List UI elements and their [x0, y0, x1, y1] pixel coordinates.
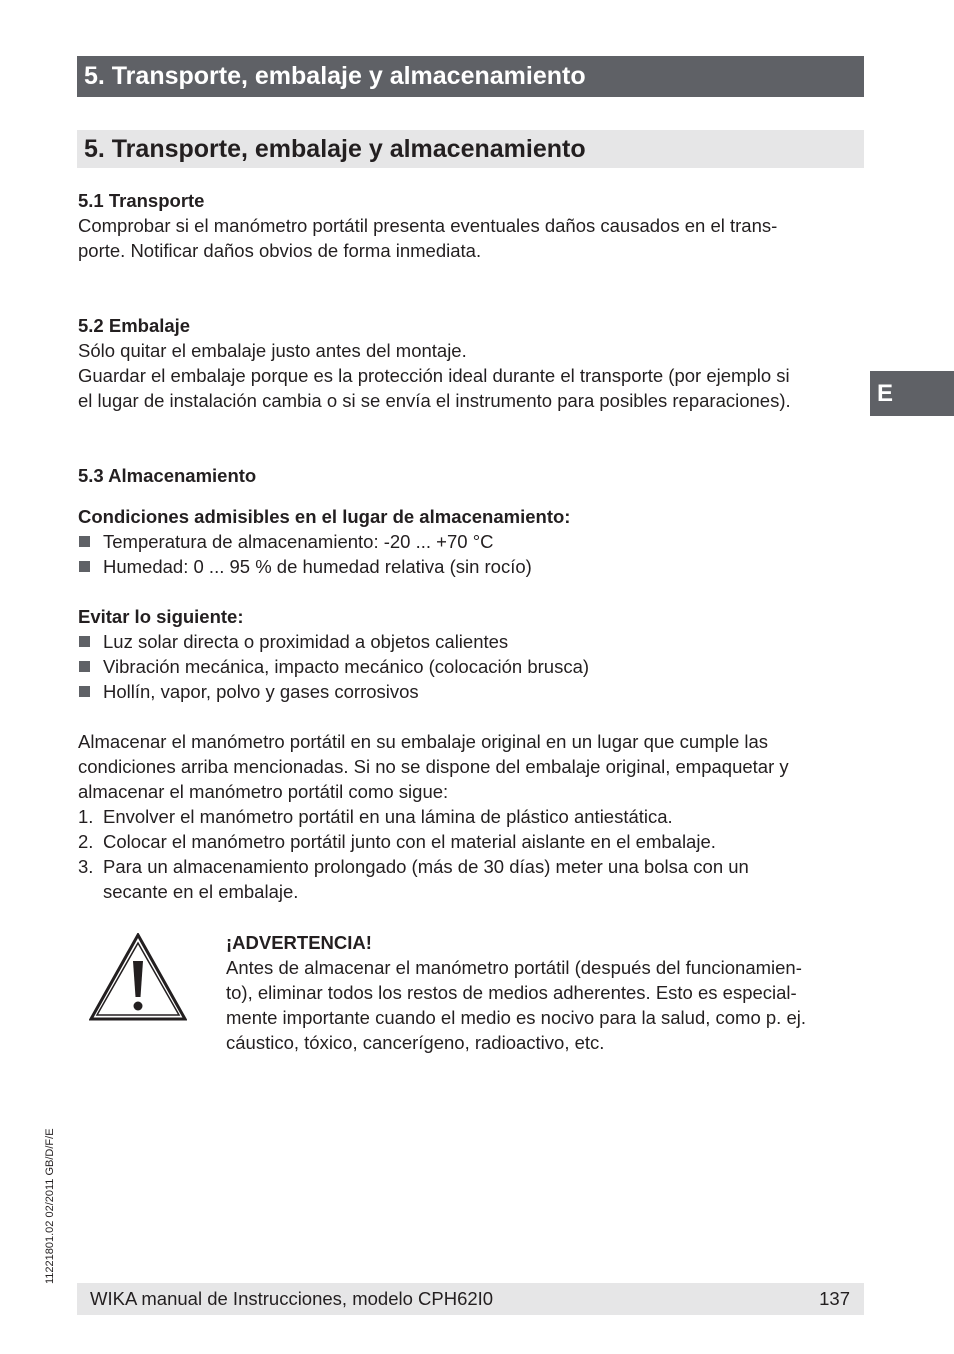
- list-item-text: Humedad: 0 ... 95 % de humedad relativa (sin rocío): [103, 556, 532, 577]
- list-item: [78, 829, 864, 854]
- bullet-square-icon: [79, 661, 90, 672]
- avoid-section: [78, 604, 864, 704]
- section-5-1-line: Comprobar si el manómetro portátil presenta eventuales daños causados en el trans-: [78, 215, 778, 236]
- step-text: secante en el embalaje.: [103, 881, 299, 902]
- steps-list: [78, 804, 864, 904]
- storage-instructions: [78, 729, 864, 904]
- list-item: [78, 554, 864, 579]
- warning-line: to), eliminar todos los restos de medios adherentes. Esto es especial-: [226, 982, 797, 1003]
- document-code: 11221801.02 02/2011 GB/D/F/E: [44, 1128, 56, 1284]
- bullet-square-icon: [79, 536, 90, 547]
- paragraph-line: Almacenar el manómetro portátil en su embalaje original en un lugar que cumple las: [78, 731, 769, 752]
- step-text: Para un almacenamiento prolongado (más de 30 días) meter una bolsa con un: [103, 856, 749, 877]
- paragraph-line: almacenar el manómetro portátil como sigue:: [78, 781, 449, 802]
- avoid-list: [78, 629, 864, 704]
- section-5-1: [78, 188, 864, 263]
- list-item-text: Temperatura de almacenamiento: -20 ... +70 °C: [103, 531, 494, 552]
- bullet-square-icon: [79, 561, 90, 572]
- footer-text: WIKA manual de Instrucciones, modelo CPH62I0: [90, 1288, 494, 1309]
- step-text: Colocar el manómetro portátil junto con el material aislante en el embalaje.: [103, 831, 716, 852]
- bullet-square-icon: [79, 636, 90, 647]
- footer: [77, 1283, 864, 1315]
- chapter-header: 5. Transporte, embalaje y almacenamiento: [77, 56, 864, 97]
- warning-line: Antes de almacenar el manómetro portátil (después del funcionamien-: [226, 957, 802, 978]
- section-5-1-line: porte. Notificar daños obvios de forma inmediata.: [78, 240, 482, 261]
- step-number: 2.: [78, 831, 94, 852]
- list-item: [78, 854, 864, 904]
- step-number: 1.: [78, 806, 94, 827]
- list-item: [78, 804, 864, 829]
- list-item: [78, 629, 864, 654]
- warning-title: ¡ADVERTENCIA!: [226, 932, 372, 953]
- section-5-2-heading: 5.2 Embalaje: [78, 315, 191, 336]
- warning-line: mente importante cuando el medio es nocivo para la salud, como p. ej.: [226, 1007, 806, 1028]
- language-tab: E: [870, 371, 954, 416]
- list-item-text: Vibración mecánica, impacto mecánico (colocación brusca): [103, 656, 590, 677]
- section-5-2-line: Sólo quitar el embalaje justo antes del montaje.: [78, 340, 467, 361]
- list-item: [78, 679, 864, 704]
- list-item-text: Hollín, vapor, polvo y gases corrosivos: [103, 681, 419, 702]
- section-5-1-heading: 5.1 Transporte: [78, 190, 205, 211]
- list-item-text: Luz solar directa o proximidad a objetos calientes: [103, 631, 509, 652]
- section-title: 5. Transporte, embalaje y almacenamiento: [77, 130, 864, 168]
- warning-block: [226, 930, 866, 1055]
- storage-conditions: [78, 504, 864, 579]
- list-item: [78, 529, 864, 554]
- section-5-2-line: el lugar de instalación cambia o si se envía el instrumento para posibles reparaciones).: [78, 390, 791, 411]
- section-5-3-heading-block: [78, 463, 864, 488]
- paragraph-line: condiciones arriba mencionadas. Si no se dispone del embalaje original, empaquetar y: [78, 756, 789, 777]
- avoid-heading: Evitar lo siguiente:: [78, 606, 244, 627]
- step-number: 3.: [78, 856, 94, 877]
- section-5-2-line: Guardar el embalaje porque es la protección ideal durante el transporte (por ejemplo si: [78, 365, 790, 386]
- bullet-square-icon: [79, 686, 90, 697]
- conditions-heading: Condiciones admisibles en el lugar de almacenamiento:: [78, 506, 571, 527]
- conditions-list: [78, 529, 864, 579]
- section-5-2: [78, 313, 864, 413]
- page-number: 137: [819, 1288, 850, 1309]
- list-item: [78, 654, 864, 679]
- warning-line: cáustico, tóxico, cancerígeno, radioactivo, etc.: [226, 1032, 605, 1053]
- warning-triangle-icon: [89, 933, 187, 1021]
- step-text: Envolver el manómetro portátil en una lámina de plástico antiestática.: [103, 806, 673, 827]
- section-5-3-heading: 5.3 Almacenamiento: [78, 465, 257, 486]
